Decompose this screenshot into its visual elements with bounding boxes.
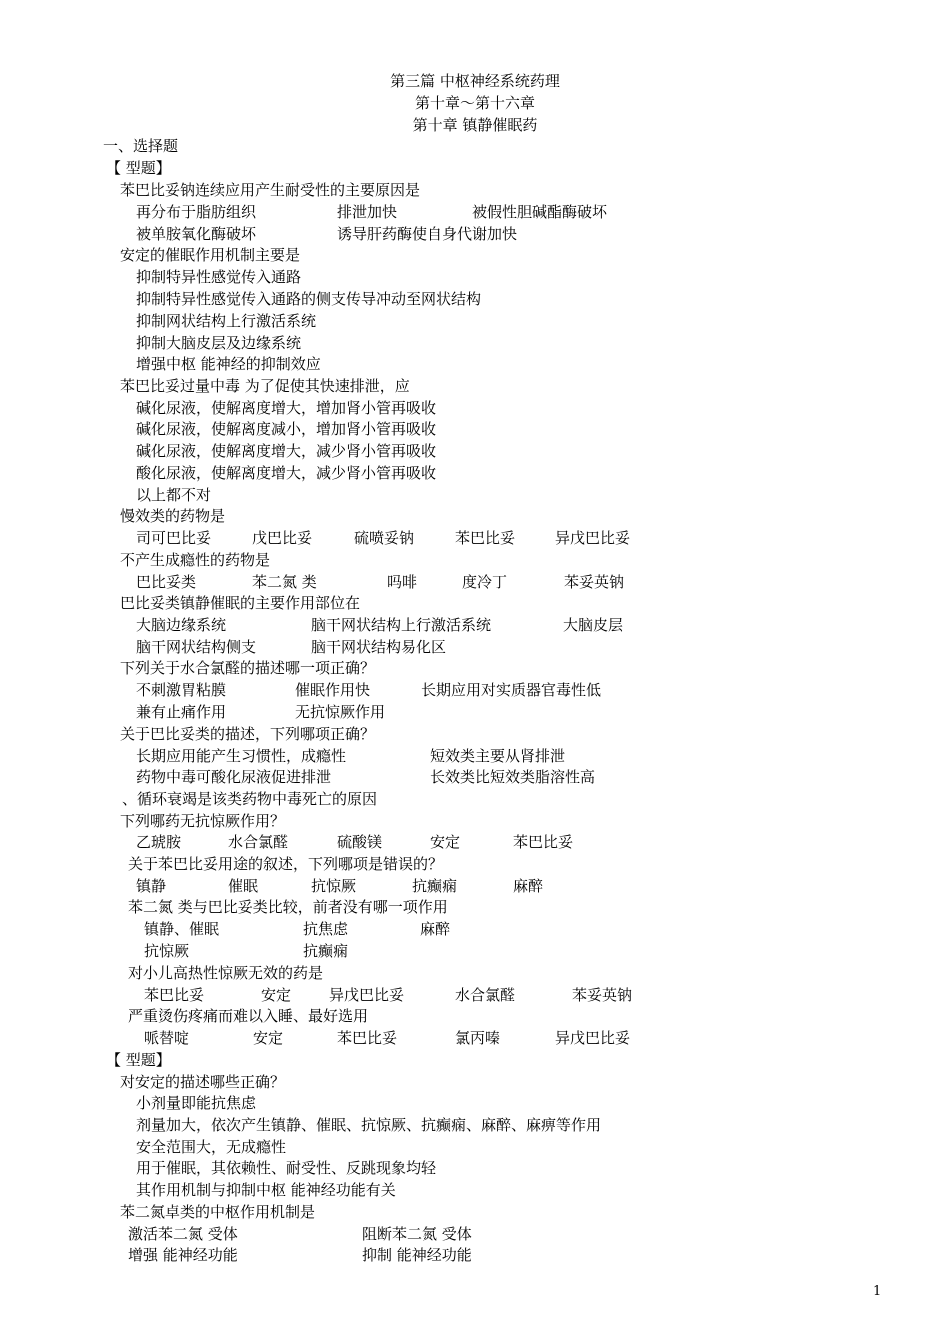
chapter-range: 第十章～第十六章	[414, 94, 535, 112]
option: 抑制 能神经功能	[362, 1246, 472, 1264]
option: 药物中毒可酸化尿液促进排泄	[136, 768, 332, 786]
option: 以上都不对	[136, 486, 212, 504]
option: 苯巴比妥	[144, 986, 205, 1004]
option: 镇静、催眠	[144, 920, 220, 938]
option: 苯巴比妥	[513, 833, 574, 851]
option: 乙琥胺	[136, 833, 182, 851]
option: 麻醉	[420, 920, 451, 938]
option: 苯妥英钠	[572, 986, 633, 1004]
option: 安定	[261, 986, 292, 1004]
option: 碱化尿液，使解离度增大，增加肾小管再吸收	[136, 399, 437, 417]
option: 催眠	[228, 877, 259, 895]
option: 酸化尿液，使解离度增大，减少肾小管再吸收	[136, 464, 437, 482]
option: 水合氯醛	[228, 833, 289, 851]
section-heading: 一、选择题	[103, 137, 179, 155]
option: 戊巴比妥	[252, 529, 313, 547]
option: 水合氯醛	[455, 986, 516, 1004]
option: 阻断苯二氮 受体	[362, 1225, 472, 1243]
option: 小剂量即能抗焦虑	[136, 1094, 257, 1112]
option: 抗焦虑	[303, 920, 349, 938]
option: 苯二氮 类	[252, 573, 317, 591]
option: 脑干网状结构易化区	[311, 638, 447, 656]
option: 诱导肝药酶使自身代谢加快	[337, 225, 518, 243]
question-stem: 关于巴比妥类的描述，下列哪项正确？	[120, 725, 376, 743]
option: 增强中枢 能神经的抑制效应	[136, 355, 321, 373]
option: 增强 能神经功能	[128, 1246, 238, 1264]
option: 长期应用能产生习惯性，成瘾性	[136, 747, 347, 765]
option: 抗癫痫	[303, 942, 349, 960]
option: 硫喷妥钠	[354, 529, 415, 547]
option: 脑干网状结构上行激活系统	[311, 616, 492, 634]
option: 氯丙嗪	[455, 1029, 501, 1047]
question-type-x: 【 型题】	[106, 1051, 171, 1069]
option: 剂量加大，依次产生镇静、催眠、抗惊厥、抗癫痫、麻醉、麻痹等作用	[136, 1116, 602, 1134]
option: 再分布于脂肪组织	[136, 203, 257, 221]
option: 巴比妥类	[136, 573, 197, 591]
question-stem: 严重烫伤疼痛而难以入睡、最好选用	[128, 1007, 369, 1025]
option: 被假性胆碱酯酶破坏	[472, 203, 608, 221]
question-stem: 不产生成瘾性的药物是	[120, 551, 271, 569]
page-number: 1	[873, 1284, 882, 1299]
option: 度冷丁	[462, 573, 508, 591]
option: 哌替啶	[144, 1029, 190, 1047]
question-stem: 安定的催眠作用机制主要是	[120, 246, 301, 264]
option: 无抗惊厥作用	[295, 703, 386, 721]
question-stem: 苯二氮卓类的中枢作用机制是	[120, 1203, 316, 1221]
question-stem: 苯二氮 类与巴比妥类比较，前者没有哪一项作用	[128, 898, 448, 916]
option: 被单胺氧化酶破坏	[136, 225, 257, 243]
option: 异戊巴比妥	[555, 529, 631, 547]
option: 硫酸镁	[337, 833, 383, 851]
option: 司可巴比妥	[136, 529, 212, 547]
question-stem: 对小儿高热性惊厥无效的药是	[128, 964, 324, 982]
option: 苯妥英钠	[564, 573, 625, 591]
option: 大脑边缘系统	[136, 616, 227, 634]
question-stem: 苯巴比妥钠连续应用产生耐受性的主要原因是	[120, 181, 421, 199]
option: 用于催眠，其依赖性、耐受性、反跳现象均轻	[136, 1159, 437, 1177]
option: 、循环衰竭是该类药物中毒死亡的原因	[122, 790, 378, 808]
option: 抑制网状结构上行激活系统	[136, 312, 317, 330]
option: 抗癫痫	[412, 877, 458, 895]
option: 抗惊厥	[311, 877, 357, 895]
question-stem: 对安定的描述哪些正确？	[120, 1073, 286, 1091]
option: 麻醉	[513, 877, 544, 895]
option: 抑制特异性感觉传入通路的侧支传导冲动至网状结构	[136, 290, 482, 308]
option: 大脑皮层	[563, 616, 624, 634]
option: 催眠作用快	[295, 681, 371, 699]
option: 安定	[430, 833, 461, 851]
option: 苯巴比妥	[455, 529, 516, 547]
question-stem: 下列哪药无抗惊厥作用？	[120, 812, 286, 830]
option: 抗惊厥	[144, 942, 190, 960]
option: 抑制大脑皮层及边缘系统	[136, 334, 302, 352]
option: 安全范围大，无成瘾性	[136, 1138, 287, 1156]
option: 安定	[253, 1029, 284, 1047]
chapter-title: 第十章 镇静催眠药	[412, 116, 538, 134]
option: 异戊巴比妥	[329, 986, 405, 1004]
option: 其作用机制与抑制中枢 能神经功能有关	[136, 1181, 396, 1199]
question-type-a: 【 型题】	[106, 159, 171, 177]
question-stem: 巴比妥类镇静催眠的主要作用部位在	[120, 594, 361, 612]
option: 碱化尿液，使解离度增大，减少肾小管再吸收	[136, 442, 437, 460]
question-stem: 苯巴比妥过量中毒 为了促使其快速排泄，应	[120, 377, 410, 395]
option: 激活苯二氮 受体	[128, 1225, 238, 1243]
option: 脑干网状结构侧支	[136, 638, 257, 656]
option: 碱化尿液，使解离度减小，增加肾小管再吸收	[136, 420, 437, 438]
option: 长期应用对实质器官毒性低	[421, 681, 602, 699]
option: 不刺激胃粘膜	[136, 681, 227, 699]
option: 短效类主要从肾排泄	[430, 747, 566, 765]
option: 排泄加快	[337, 203, 398, 221]
option: 镇静	[136, 877, 167, 895]
option: 兼有止痛作用	[136, 703, 227, 721]
part-title: 第三篇 中枢神经系统药理	[390, 72, 560, 90]
option: 吗啡	[387, 573, 418, 591]
question-stem: 慢效类的药物是	[120, 507, 226, 525]
option: 异戊巴比妥	[555, 1029, 631, 1047]
option: 抑制特异性感觉传入通路	[136, 268, 302, 286]
option: 长效类比短效类脂溶性高	[430, 768, 596, 786]
question-stem: 下列关于水合氯醛的描述哪一项正确？	[120, 659, 376, 677]
option: 苯巴比妥	[337, 1029, 398, 1047]
question-stem: 关于苯巴比妥用途的叙述，下列哪项是错误的？	[128, 855, 444, 873]
